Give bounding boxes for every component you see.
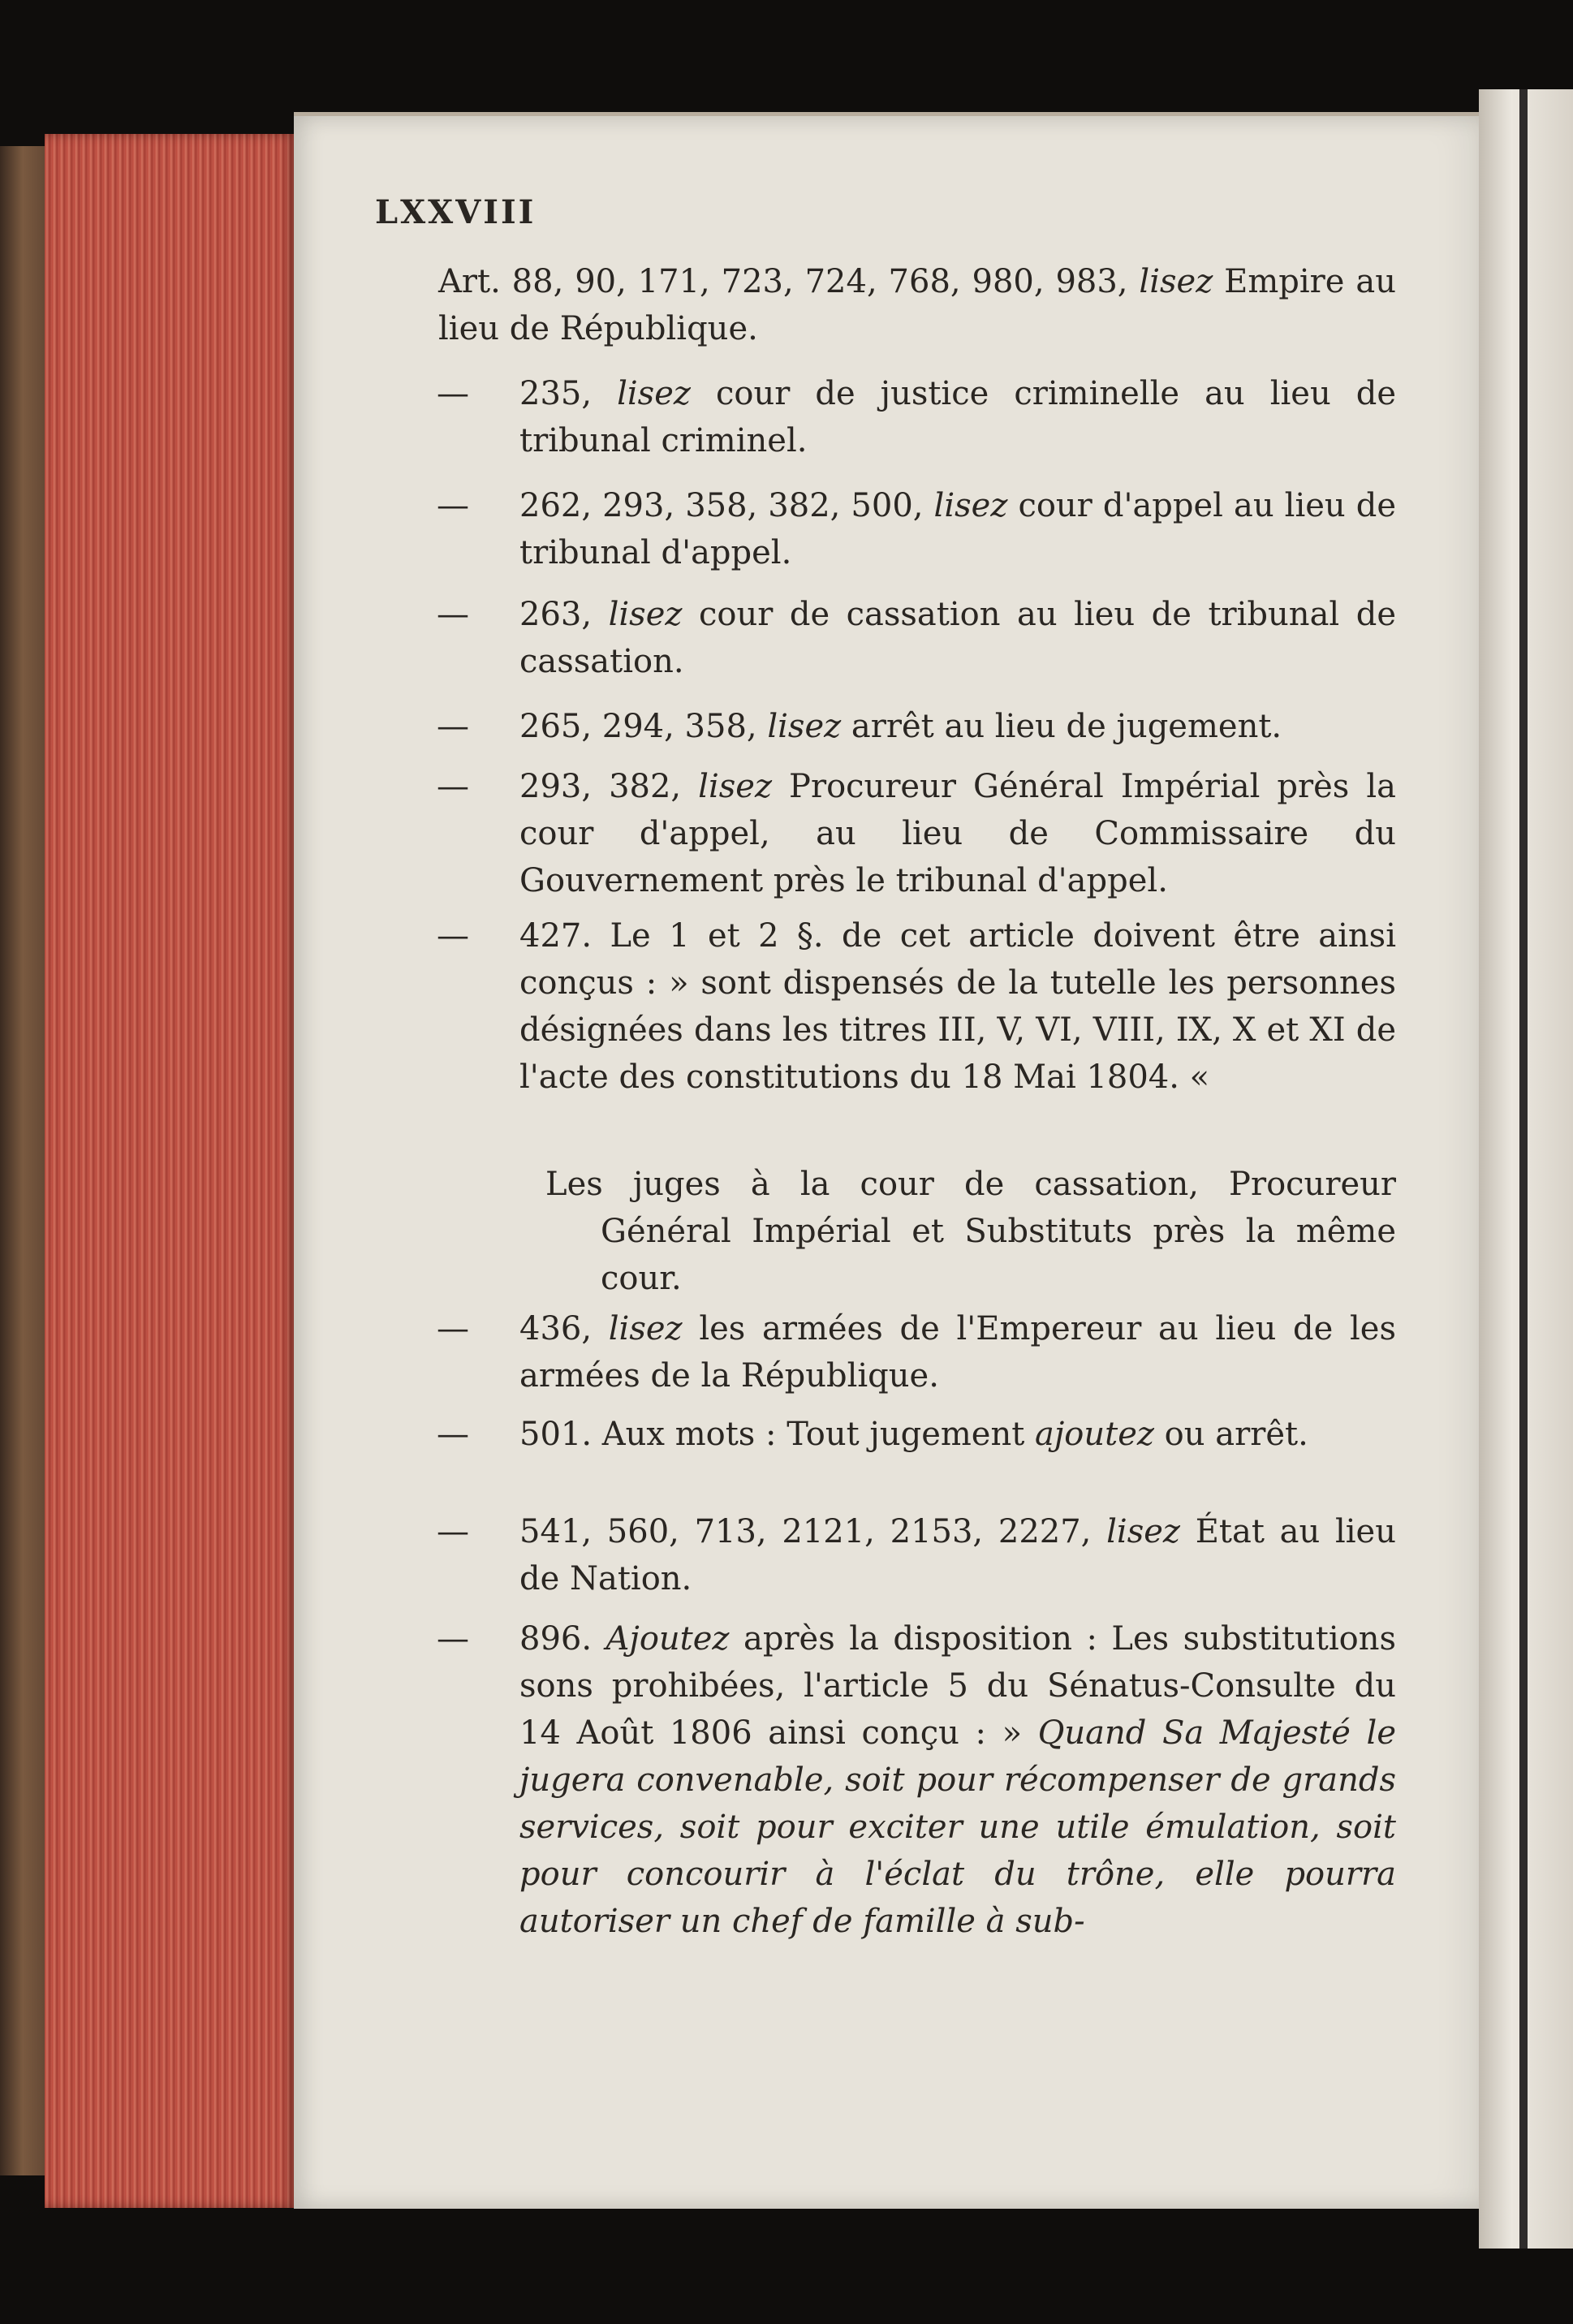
- entry-italic: lisez: [1139, 263, 1213, 300]
- entry-italic: lisez: [933, 487, 1008, 524]
- erratum-entry: [438, 763, 1396, 904]
- entry-text: cour de justice criminelle au lieu de tribunal criminel.: [519, 375, 1397, 459]
- entry-lead: Art. 88, 90, 171, 723, 724, 768, 980, 983,: [438, 263, 1128, 300]
- entry-italic: lisez: [698, 768, 773, 805]
- entry-number: 541, 560, 713, 2121, 2153, 2227,: [519, 1513, 1092, 1550]
- entry-italic: lisez: [1106, 1513, 1180, 1550]
- gutter-shadow: [1519, 89, 1528, 2249]
- entry-number: 436,: [519, 1310, 593, 1347]
- entry-text: après la disposition : Les substitutions sons prohibées, l'article 5 du Sénatus-Consulte du 14 Août 1806 ainsi conçu : »: [519, 1620, 1397, 1752]
- entry-dash: —: [437, 596, 469, 633]
- entry-text: ou arrêt.: [1164, 1416, 1308, 1453]
- entry-dash: —: [437, 487, 469, 524]
- entry-number: 263,: [519, 596, 593, 633]
- entry-dash: —: [437, 917, 469, 955]
- entry-italic: Ajoutez: [605, 1620, 730, 1658]
- entry-italic: lisez: [608, 596, 683, 633]
- page-number-header: LXXVIII: [375, 193, 537, 231]
- entry-dash: —: [437, 1310, 469, 1347]
- entry-number: 896.: [519, 1620, 593, 1658]
- erratum-entry: [438, 1305, 1396, 1399]
- entry-text: État au lieu de Nation.: [519, 1513, 1396, 1597]
- entry-text: Procureur Général Impérial près la cour d'appel, au lieu de Commissaire du Gouvernement près le tribunal d'appel.: [519, 768, 1396, 899]
- erratum-entry: [438, 258, 1396, 352]
- entry-text-before: Aux mots : Tout jugement: [601, 1416, 1025, 1453]
- entry-text: Le 1 et 2 §. de cet article doivent être ainsi conçus : » sont dispensés de la tutelle les personnes désignées dans les titres III, V, VI, VIII, IX, X et XI de l'acte des constitutions du 18 Mai 1804. «: [519, 917, 1397, 1096]
- entry-number: 501.: [519, 1416, 593, 1453]
- entry-text: cour d'appel au lieu de tribunal d'appel.: [519, 487, 1397, 571]
- entry-text: Les juges à la cour de cassation, Procureur Général Impérial et Substituts près la même cour.: [545, 1166, 1396, 1297]
- entry-dash: —: [437, 375, 469, 412]
- erratum-entry: [438, 1508, 1396, 1602]
- entry-italic: lisez: [617, 375, 691, 412]
- erratum-entry: [438, 370, 1396, 464]
- entry-number: 427.: [519, 917, 593, 955]
- entry-dash: —: [437, 1513, 469, 1550]
- entry-text: les armées de l'Empereur au lieu de les armées de la République.: [519, 1310, 1397, 1395]
- entry-text: cour de cassation au lieu de tribunal de cassation.: [519, 596, 1396, 680]
- entry-dash: —: [437, 1416, 469, 1453]
- entry-dash: —: [437, 1620, 469, 1658]
- erratum-entry: [438, 1411, 1396, 1458]
- entry-italic: lisez: [767, 708, 842, 745]
- erratum-continuation: [545, 1161, 1396, 1302]
- entry-number: 235,: [519, 375, 593, 412]
- entry-dash: —: [437, 768, 469, 805]
- erratum-entry: [438, 912, 1396, 1101]
- entry-italic: lisez: [608, 1310, 683, 1347]
- entry-number: 293, 382,: [519, 768, 682, 805]
- erratum-entry: [438, 1615, 1396, 1945]
- erratum-entry: [438, 703, 1396, 750]
- erratum-entry: [438, 591, 1396, 685]
- entry-number: 265, 294, 358,: [519, 708, 757, 745]
- entry-number: 262, 293, 358, 382, 500,: [519, 487, 924, 524]
- entry-text: arrêt au lieu de jugement.: [851, 708, 1282, 745]
- erratum-entry: [438, 482, 1396, 576]
- entry-italic: ajoutez: [1035, 1416, 1154, 1453]
- entry-dash: —: [437, 708, 469, 745]
- entry-text: Empire au lieu de République.: [438, 263, 1396, 347]
- page-fore-edge: [45, 134, 296, 2208]
- entry-italic-quote: Quand Sa Majesté le jugera convenable, soit pour récompenser de grands services, soit pour exciter une utile émulation, soit pour concourir à l'éclat du trône, elle pourra autoriser un chef de famille à sub-: [519, 1714, 1396, 1940]
